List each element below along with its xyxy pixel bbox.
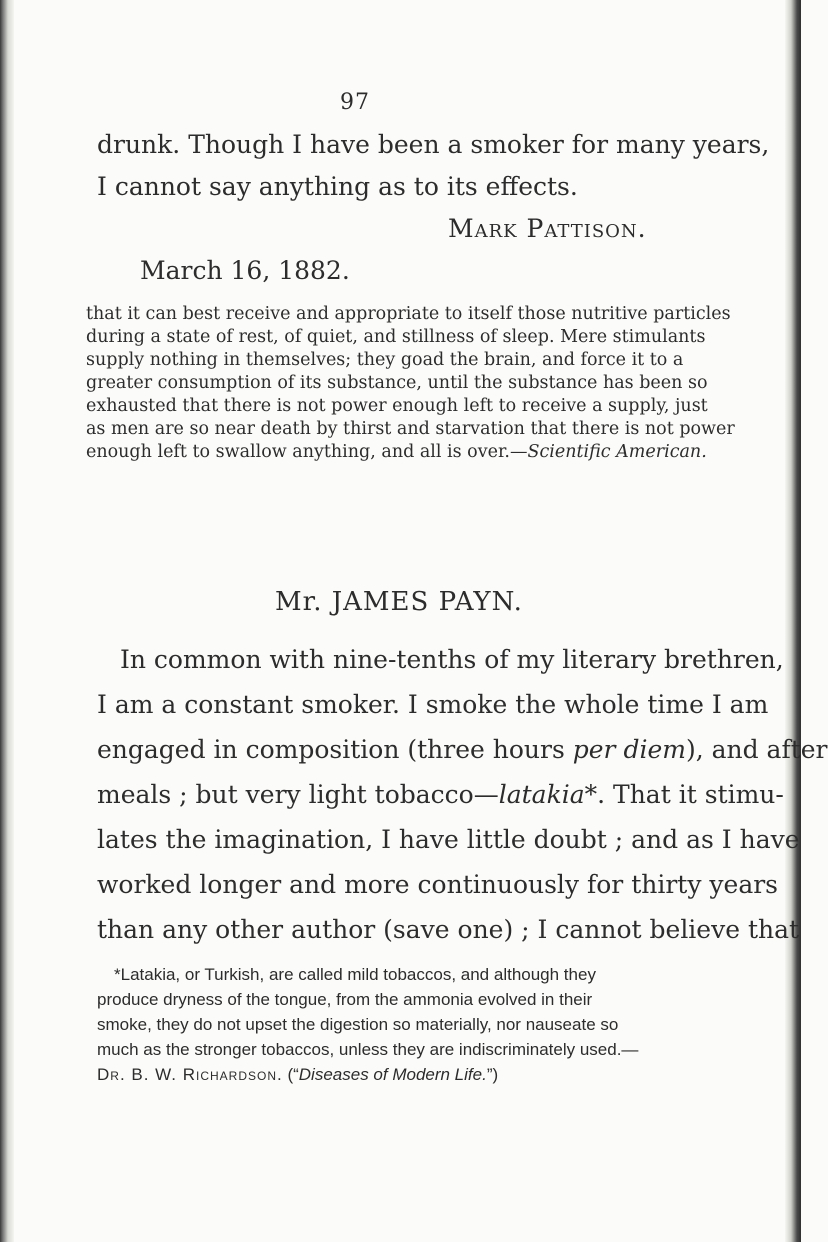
quote-close: ”): [486, 1065, 499, 1084]
clipping-line-6: as men are so near death by thirst and starvation that there is not power: [86, 419, 735, 439]
clipping-line-4: greater consumption of its substance, until the substance has been so: [86, 373, 708, 393]
signature: Mark Pattison.: [448, 214, 647, 243]
body-line-6: worked longer and more continuously for thirty years: [97, 870, 779, 899]
clipping-line-2: during a state of rest, of quiet, and stillness of sleep. Mere stimulants: [86, 327, 706, 347]
clipping-line-5: exhausted that there is not power enough left to receive a supply, just: [86, 396, 708, 416]
footnote-book-title: Diseases of Modern Life.: [298, 1065, 487, 1084]
clipping-source: —Scientific American.: [509, 442, 707, 462]
page-number: 97: [340, 90, 370, 115]
latakia-italic: latakia: [498, 780, 585, 809]
letter-date: March 16, 1882.: [140, 256, 350, 285]
footnote-line-3: smoke, they do not upset the digestion so materially, nor nauseate so: [97, 1015, 619, 1034]
clipping-line-3: supply nothing in themselves; they goad the brain, and force it to a: [86, 350, 684, 370]
footnote-author: Dr. B. W. Richardson.: [97, 1065, 283, 1084]
body-line-4a: meals ; but very light tobacco—: [97, 780, 499, 809]
footnote-line-5: [97, 1065, 498, 1085]
body-line-4: [97, 780, 784, 809]
body-line-3: [97, 735, 828, 764]
quote-open: (“: [282, 1065, 299, 1084]
body-line-2: I am a constant smoker. I smoke the whole time I am: [97, 690, 769, 719]
body-line-4b: *. That it stimu-: [584, 780, 784, 809]
section-heading: Mr. JAMES PAYN.: [275, 587, 523, 617]
body-line-7: than any other author (save one) ; I cannot believe that: [97, 915, 800, 944]
page-edge-left: [0, 0, 14, 1242]
clipping-line-1: that it can best receive and appropriate to itself those nutritive particles: [86, 304, 731, 324]
clipping-line-7-text: enough left to swallow anything, and all is over.: [86, 442, 510, 462]
footnote-line-2: produce dryness of the tongue, from the ammonia evolved in their: [97, 990, 593, 1009]
body-line-5: lates the imagination, I have little doubt ; and as I have: [97, 825, 800, 854]
letter-line-2: I cannot say anything as to its effects.: [97, 172, 578, 201]
body-line-3a: engaged in composition (three hours: [97, 735, 573, 764]
clipping-line-7: [86, 442, 707, 462]
letter-line-1: drunk. Though I have been a smoker for many years,: [97, 130, 770, 159]
page-edge-right: [785, 0, 801, 1242]
body-line-1: In common with nine-tenths of my literary brethren,: [120, 645, 784, 674]
footnote-line-1: *Latakia, or Turkish, are called mild tobaccos, and although they: [114, 965, 596, 984]
footnote-line-4: much as the stronger tobaccos, unless they are indiscriminately used.—: [97, 1040, 639, 1059]
body-line-3b: ), and after: [685, 735, 828, 764]
per-diem-italic: per diem: [572, 735, 686, 764]
